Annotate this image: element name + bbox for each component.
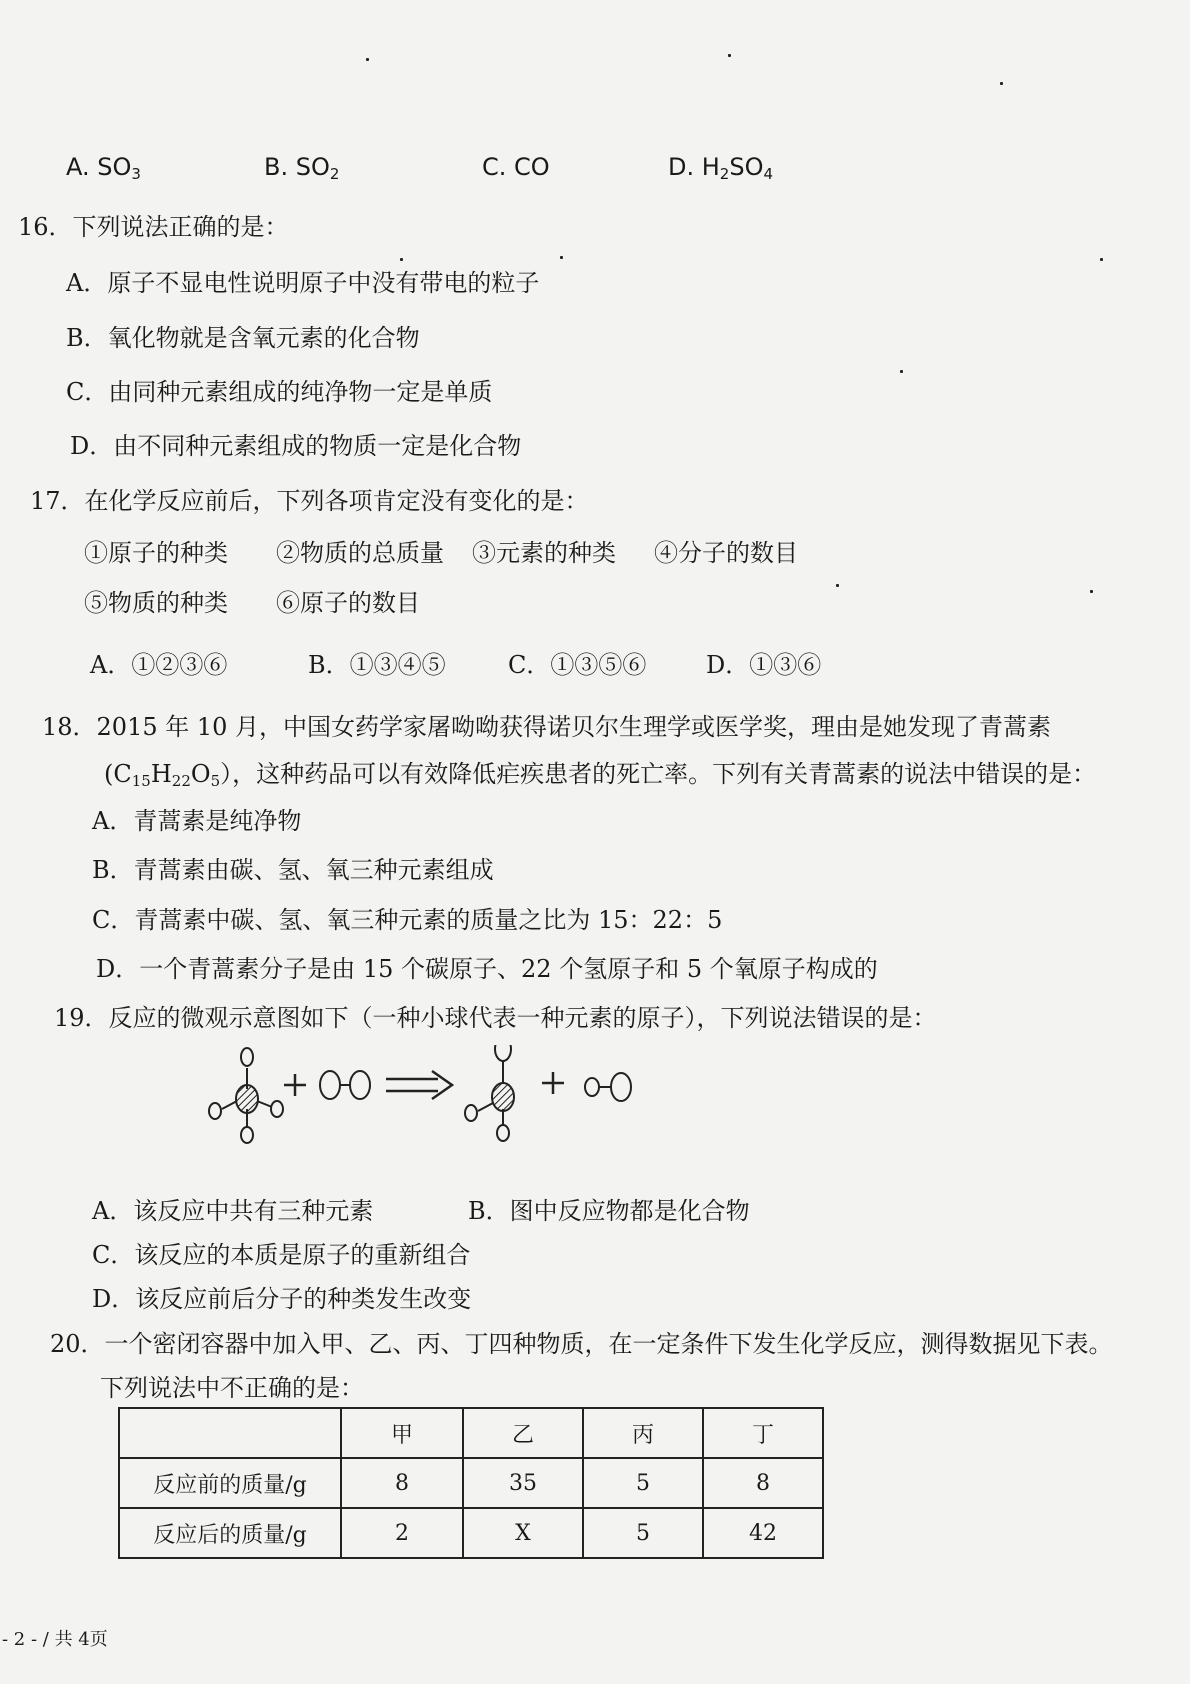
scan-speck [1090, 590, 1093, 593]
q20-sub-stem: 下列说法中不正确的是： [100, 1374, 364, 1402]
scan-speck [366, 58, 369, 61]
double-arrow-icon [386, 1071, 452, 1099]
q16-option-b: B．氧化物就是含氧元素的化合物 [66, 324, 420, 352]
q18-option-c: C．青蒿素中碳、氢、氧三种元素的质量之比为 15：22：5 [92, 906, 723, 934]
q17-option-c: C．①③⑤⑥ [508, 651, 647, 679]
q15-option-c: C. CO [482, 153, 550, 181]
table-cell: X [463, 1508, 583, 1558]
q18-stem-line1: 18．2015 年 10 月，中国女药学家屠呦呦获得诺贝尔生理学或医学奖，理由是她发现了青蒿素 [42, 713, 1052, 741]
table-header-cell: 丁 [703, 1408, 823, 1458]
scan-speck [728, 54, 731, 57]
table-cell: 8 [341, 1458, 463, 1508]
q16-option-a: A．原子不显电性说明原子中没有带电的粒子 [66, 269, 540, 297]
scan-speck [1100, 258, 1103, 261]
q15-option-b: B. $SO_2$ [264, 153, 340, 183]
table-cell: 35 [463, 1458, 583, 1508]
table-cell: 2 [341, 1508, 463, 1558]
q16-option-c: C．由同种元素组成的纯净物一定是单质 [66, 378, 493, 406]
q18-stem-line2: $(C_{15}H_{22}O_5)$，这种药品可以有效降低疟疾患者的死亡率。下列有关青蒿素的说法中错误的是： [104, 760, 1097, 790]
q17-option-d: D．①③⑥ [706, 651, 822, 679]
q19-option-c: C．该反应的本质是原子的重新组合 [92, 1241, 471, 1269]
q15-option-d: D. $H_2SO_4$ [668, 153, 774, 183]
scan-speck [560, 256, 563, 259]
q17-item: ①原子的种类 [84, 539, 228, 567]
q17-stem: 17．在化学反应前后，下列各项肯定没有变化的是： [30, 487, 589, 515]
q18-option-a: A．青蒿素是纯净物 [92, 807, 302, 835]
plus-icon [284, 1074, 306, 1096]
table-header-row [119, 1408, 823, 1458]
plus-icon [542, 1072, 564, 1094]
q16-stem: 16．下列说法正确的是： [18, 213, 289, 241]
table-row [119, 1458, 823, 1508]
product-molecule-2 [585, 1073, 631, 1101]
table-header-cell: 乙 [463, 1408, 583, 1458]
q17-option-b: B．①③④⑤ [308, 651, 446, 679]
reactant-molecule-2 [320, 1071, 370, 1099]
q15-option-a: A. $SO_3$ [66, 153, 141, 183]
table-header-cell: 甲 [341, 1408, 463, 1458]
q19-stem: 19．反应的微观示意图如下（一种小球代表一种元素的原子），下列说法错误的是： [54, 1004, 937, 1032]
q18-option-d: D．一个青蒿素分子是由 15 个碳原子、22 个氢原子和 5 个氧原子构成的 [96, 955, 878, 983]
scan-speck [836, 584, 839, 587]
product-molecule-1 [465, 1045, 514, 1141]
table-cell: 反应前的质量/g [119, 1458, 341, 1508]
page-footer: - 2 - / 共 4页 [2, 1629, 108, 1650]
reactant-molecule-1 [209, 1048, 283, 1143]
q17-item: ②物质的总质量 [276, 539, 444, 567]
scan-speck [900, 370, 903, 373]
table-cell: 42 [703, 1508, 823, 1558]
q17-item: ③元素的种类 [472, 539, 616, 567]
q17-item: ④分子的数目 [654, 539, 798, 567]
table-cell: 5 [583, 1458, 703, 1508]
q16-option-d: D．由不同种元素组成的物质一定是化合物 [70, 432, 522, 460]
table-row [119, 1508, 823, 1558]
table-cell: 5 [583, 1508, 703, 1558]
table-header-cell [119, 1408, 341, 1458]
q19-option-a: A．该反应中共有三种元素 [92, 1197, 374, 1225]
q17-item: ⑥原子的数目 [276, 589, 420, 617]
scan-speck [1000, 82, 1003, 85]
q18-option-b: B．青蒿素由碳、氢、氧三种元素组成 [92, 856, 494, 884]
mass-data-table [118, 1407, 824, 1559]
table-header-cell: 丙 [583, 1408, 703, 1458]
q20-stem: 20．一个密闭容器中加入甲、乙、丙、丁四种物质，在一定条件下发生化学反应，测得数据见下表。 [50, 1330, 1113, 1358]
q19-option-d: D．该反应前后分子的种类发生改变 [92, 1285, 472, 1313]
q19-option-b: B．图中反应物都是化合物 [468, 1197, 750, 1225]
table-cell: 8 [703, 1458, 823, 1508]
reaction-microscopic-diagram [200, 1045, 720, 1165]
scan-speck [400, 258, 403, 261]
q17-item: ⑤物质的种类 [84, 589, 228, 617]
table-cell: 反应后的质量/g [119, 1508, 341, 1558]
q17-option-a: A．①②③⑥ [90, 651, 228, 679]
